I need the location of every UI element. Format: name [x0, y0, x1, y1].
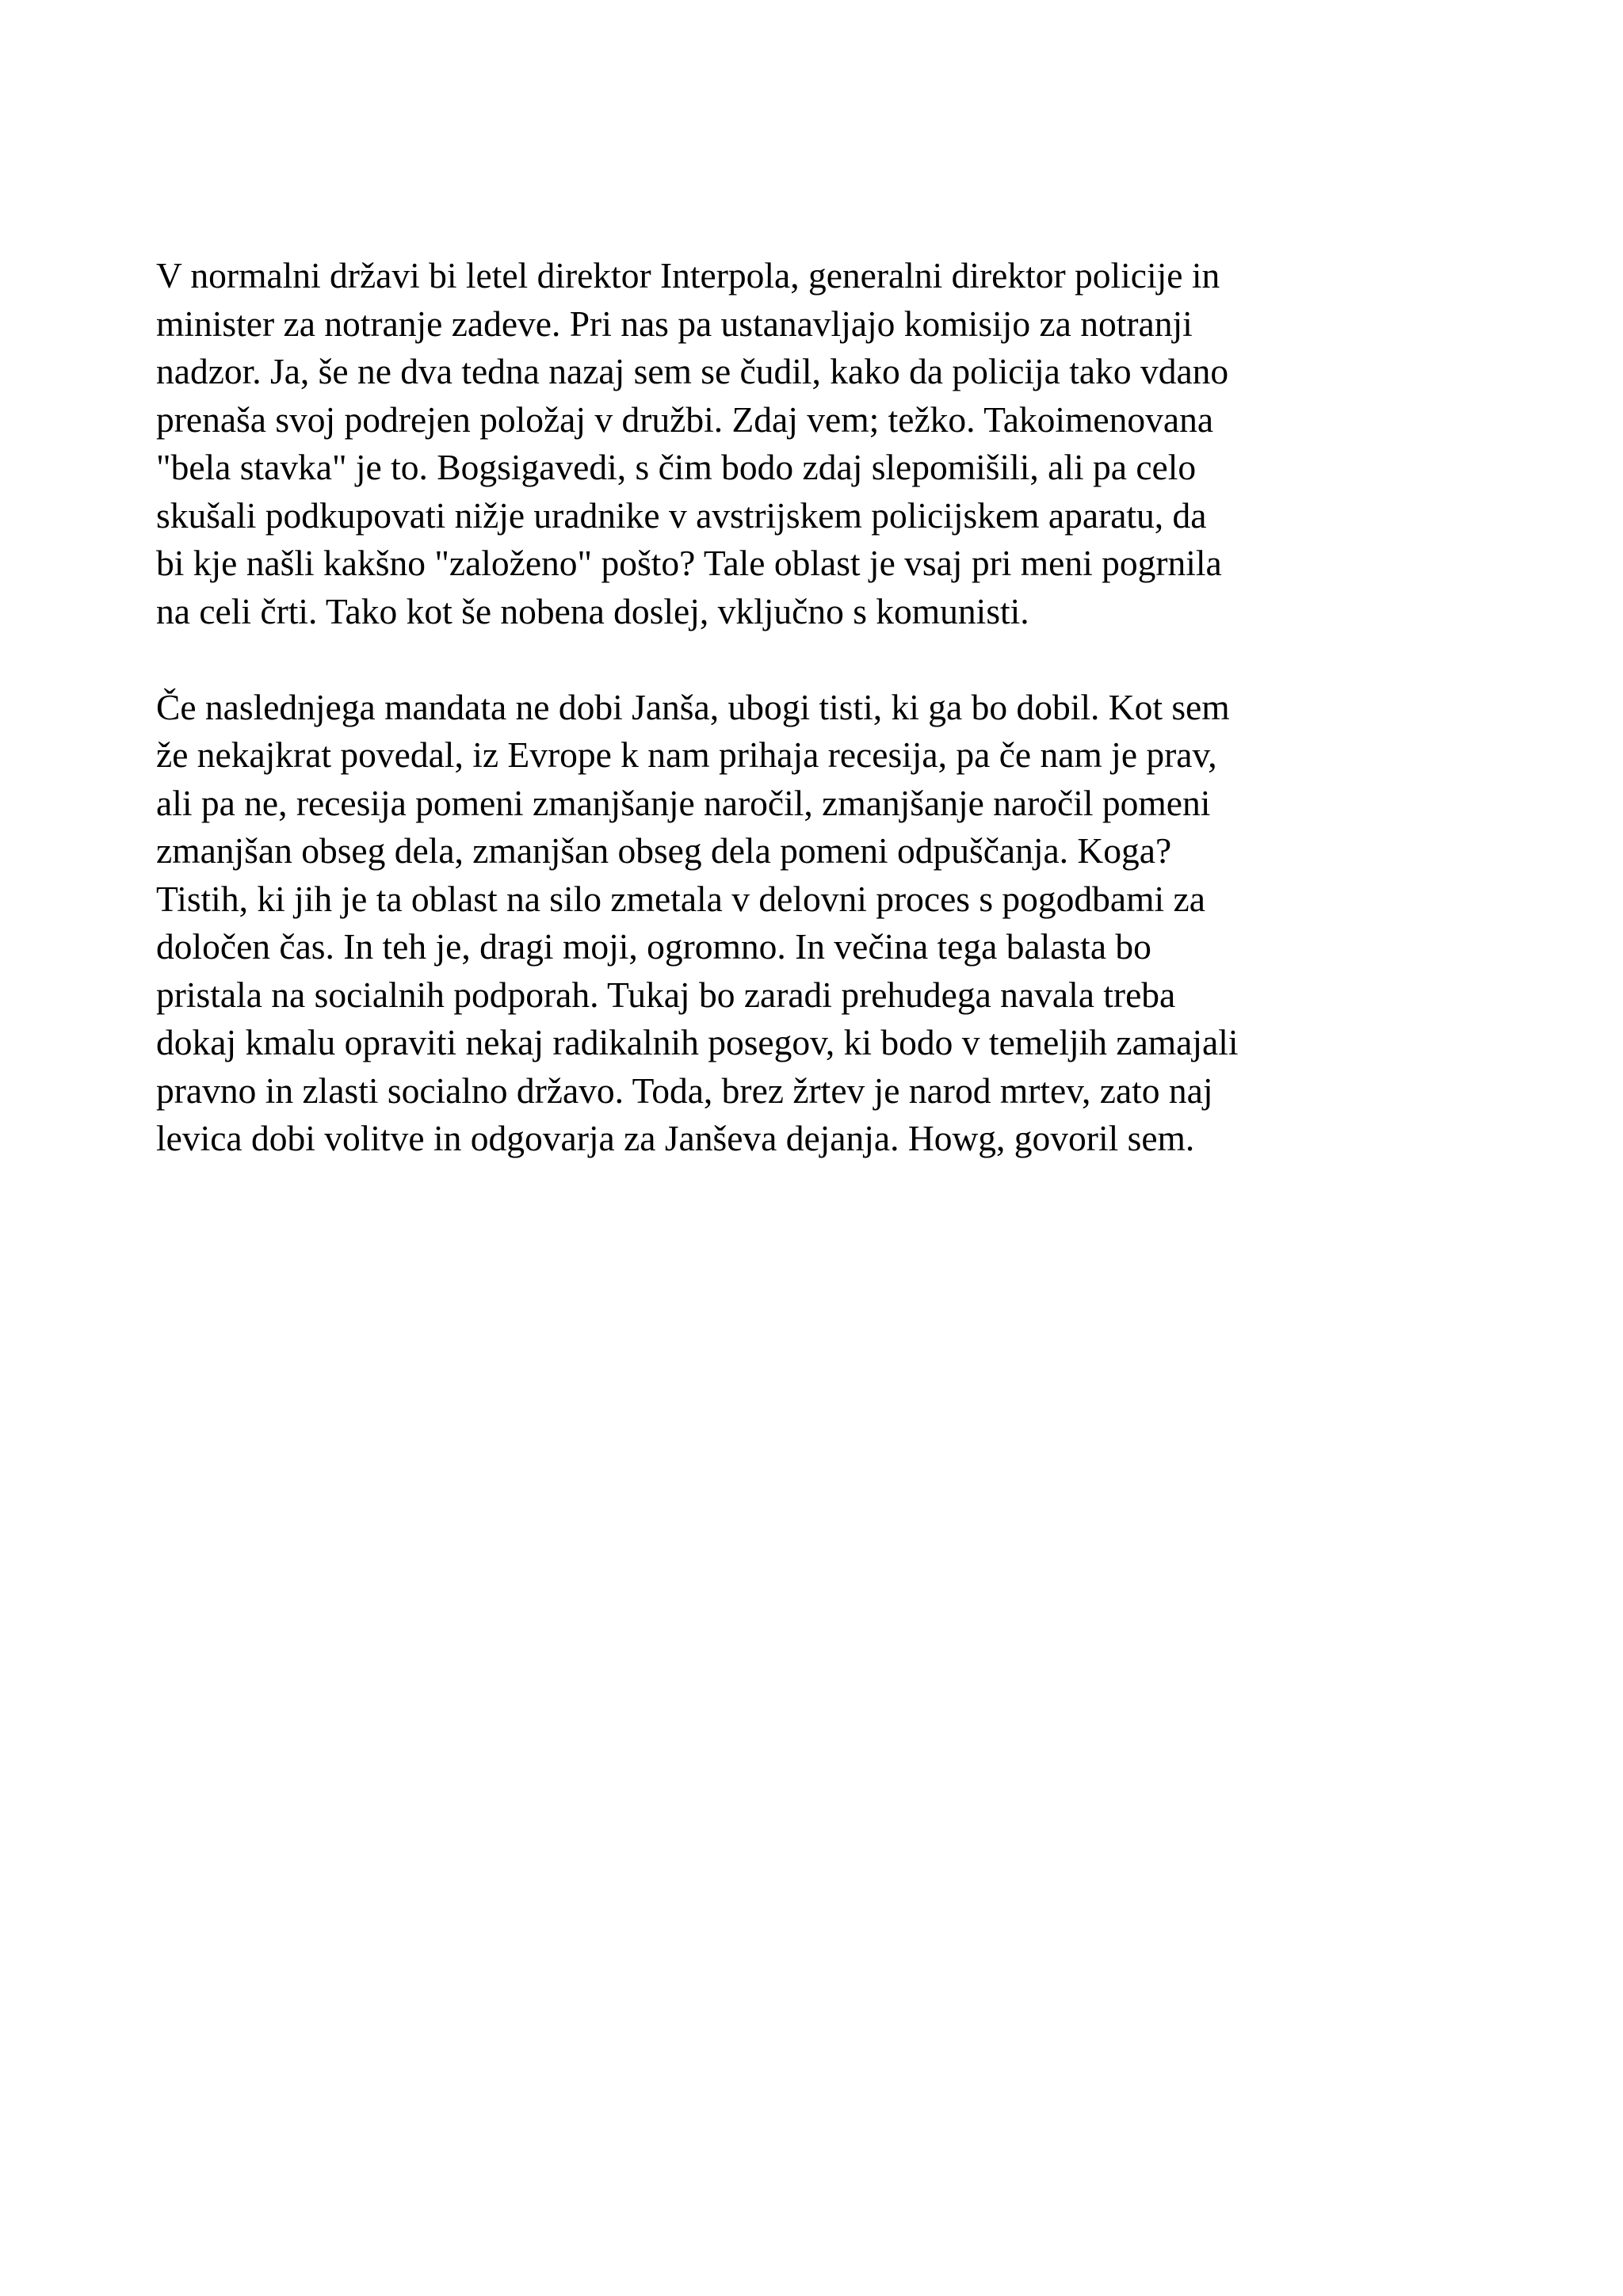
- text-line: pravno in zlasti socialno državo. Toda, brez žrtev je narod mrtev, zato naj: [156, 1070, 1213, 1111]
- text-line: skušali podkupovati nižje uradnike v avstrijskem policijskem aparatu, da: [156, 494, 1207, 536]
- text-line: prenaša svoj podrejen položaj v družbi. Zdaj vem; težko. Takoimenovana: [156, 399, 1214, 440]
- text-line: bi kje našli kakšno "založeno" pošto? Tale oblast je vsaj pri meni pogrnila: [156, 543, 1222, 583]
- text-line: minister za notranje zadeve. Pri nas pa ustanavljajo komisijo za notranji: [156, 303, 1193, 344]
- text-line: določen čas. In teh je, dragi moji, ogromno. In večina tega balasta bo: [156, 926, 1151, 967]
- text-line: levica dobi volitve in odgovarja za Janševa dejanja. Howg, govoril sem.: [156, 1118, 1195, 1158]
- document-body: [156, 252, 1519, 1163]
- text-line: dokaj kmalu opraviti nekaj radikalnih posegov, ki bodo v temeljih zamajali: [156, 1022, 1239, 1062]
- text-line: "bela stavka" je to. Bogsigavedi, s čim bodo zdaj slepomišili, ali pa celo: [156, 447, 1197, 487]
- paragraph-2: [156, 684, 1519, 1163]
- text-line: V normalni državi bi letel direktor Interpola, generalni direktor policije in: [156, 255, 1220, 296]
- text-line: na celi črti. Tako kot še nobena doslej, vključno s komunisti.: [156, 590, 1029, 631]
- text-line: zmanjšan obseg dela, zmanjšan obseg dela pomeni odpuščanja. Koga?: [156, 830, 1172, 871]
- paragraph-1: [156, 252, 1519, 635]
- text-line: že nekajkrat povedal, iz Evrope k nam prihaja recesija, pa če nam je prav,: [156, 734, 1217, 775]
- text-line: Tistih, ki jih je ta oblast na silo zmetala v delovni proces s pogodbami za: [156, 878, 1205, 919]
- text-line: Če naslednjega mandata ne dobi Janša, ubogi tisti, ki ga bo dobil. Kot sem: [156, 686, 1230, 727]
- text-line: nadzor. Ja, še ne dva tedna nazaj sem se čudil, kako da policija tako vdano: [156, 351, 1229, 391]
- text-line: ali pa ne, recesija pomeni zmanjšanje naročil, zmanjšanje naročil pomeni: [156, 782, 1211, 823]
- text-line: pristala na socialnih podporah. Tukaj bo zaradi prehudega navala treba: [156, 974, 1176, 1015]
